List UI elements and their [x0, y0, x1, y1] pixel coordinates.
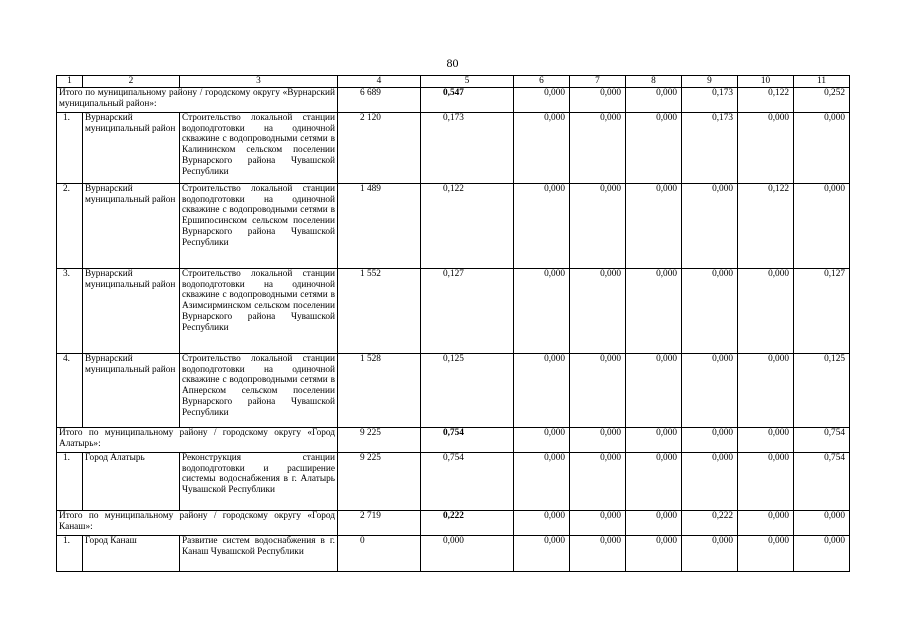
- value-cell: 0,000: [738, 113, 794, 184]
- value-cell: 0,000: [514, 453, 570, 511]
- total-value: 0,754: [794, 428, 850, 453]
- value-cell: 1 552: [338, 269, 421, 354]
- total-row: [57, 511, 850, 536]
- value-cell: 0,173: [682, 113, 738, 184]
- value-cell: 0,000: [682, 184, 738, 269]
- row-number: 1.: [57, 536, 83, 572]
- total-value: 0,000: [514, 428, 570, 453]
- value-cell: 0,000: [682, 269, 738, 354]
- municipality-cell: Вурнарский муниципальный район: [83, 113, 180, 184]
- column-number: 9: [682, 76, 738, 88]
- value-cell: 2 120: [338, 113, 421, 184]
- column-number: 2: [83, 76, 180, 88]
- project-cell: Реконструкция станции водоподготовки и расширение системы водоснабжения в г. Алатырь Чувашской Республики: [180, 453, 338, 511]
- total-row: [57, 428, 850, 453]
- column-number: 4: [338, 76, 421, 88]
- value-cell: 0,754: [794, 453, 850, 511]
- row-number: 1.: [57, 113, 83, 184]
- value-cell: 0,125: [794, 354, 850, 428]
- value-cell: 0,754: [421, 453, 514, 511]
- column-number: 10: [738, 76, 794, 88]
- value-cell: 0: [338, 536, 421, 572]
- project-cell: Строительство локальной станции водоподготовки на одиночной скважине с водопроводными сетями в Азимсирминском сельском поселении Вурнарского района Чувашской Республики: [180, 269, 338, 354]
- table-row: [57, 184, 850, 269]
- value-cell: 0,122: [421, 184, 514, 269]
- value-cell: 0,000: [570, 453, 626, 511]
- total-label: Итого по муниципальному району / городскому округу «Вурнарский муниципальный район»:: [57, 88, 338, 113]
- column-number: 7: [570, 76, 626, 88]
- value-cell: 0,000: [514, 269, 570, 354]
- row-number: 4.: [57, 354, 83, 428]
- table-row: [57, 113, 850, 184]
- value-cell: 0,000: [570, 269, 626, 354]
- row-number: 3.: [57, 269, 83, 354]
- value-cell: 0,000: [514, 113, 570, 184]
- total-value: 2 719: [338, 511, 421, 536]
- value-cell: 0,000: [626, 536, 682, 572]
- value-cell: 0,000: [682, 536, 738, 572]
- total-value: 0,252: [794, 88, 850, 113]
- value-cell: 0,127: [794, 269, 850, 354]
- value-cell: 0,000: [570, 536, 626, 572]
- municipality-cell: Вурнарский муниципальный район: [83, 184, 180, 269]
- total-label: Итого по муниципальному району / городскому округу «Город Канаш»:: [57, 511, 338, 536]
- municipality-cell: Вурнарский муниципальный район: [83, 354, 180, 428]
- value-cell: 0,000: [626, 113, 682, 184]
- total-value: 0,000: [570, 88, 626, 113]
- total-value: 0,000: [626, 88, 682, 113]
- table-row: [57, 453, 850, 511]
- value-cell: 1 489: [338, 184, 421, 269]
- column-number: 3: [180, 76, 338, 88]
- column-number: 5: [421, 76, 514, 88]
- value-cell: 0,000: [794, 184, 850, 269]
- table-row: [57, 269, 850, 354]
- value-cell: 0,000: [626, 354, 682, 428]
- total-value: 0,754: [421, 428, 514, 453]
- table-row: [57, 536, 850, 572]
- project-cell: Строительство локальной станции водоподготовки на одиночной скважине с водопроводными сетями в Калининском сельском поселении Вурнарского района Чувашской Республики: [180, 113, 338, 184]
- value-cell: 9 225: [338, 453, 421, 511]
- column-number: 6: [514, 76, 570, 88]
- value-cell: 0,000: [738, 453, 794, 511]
- page-number: 80: [446, 56, 459, 70]
- total-value: 6 689: [338, 88, 421, 113]
- value-cell: 0,000: [514, 184, 570, 269]
- total-value: 0,000: [514, 88, 570, 113]
- value-cell: 1 528: [338, 354, 421, 428]
- value-cell: 0,000: [682, 354, 738, 428]
- value-cell: 0,125: [421, 354, 514, 428]
- total-label: Итого по муниципальному району / городскому округу «Город Алатырь»:: [57, 428, 338, 453]
- budget-table: [56, 75, 850, 572]
- column-number-row: [57, 76, 850, 88]
- value-cell: 0,173: [421, 113, 514, 184]
- column-number: 1: [57, 76, 83, 88]
- row-number: 2.: [57, 184, 83, 269]
- value-cell: 0,000: [570, 113, 626, 184]
- value-cell: 0,000: [570, 184, 626, 269]
- value-cell: 0,000: [626, 453, 682, 511]
- total-value: 0,173: [682, 88, 738, 113]
- table-row: [57, 354, 850, 428]
- total-value: 0,000: [794, 511, 850, 536]
- total-value: 0,000: [682, 428, 738, 453]
- total-value: 9 225: [338, 428, 421, 453]
- value-cell: 0,000: [682, 453, 738, 511]
- value-cell: 0,122: [738, 184, 794, 269]
- total-value: 0,000: [570, 428, 626, 453]
- municipality-cell: Город Алатырь: [83, 453, 180, 511]
- value-cell: 0,000: [794, 113, 850, 184]
- value-cell: 0,127: [421, 269, 514, 354]
- total-value: 0,122: [738, 88, 794, 113]
- column-number: 11: [794, 76, 850, 88]
- total-value: 0,000: [626, 428, 682, 453]
- project-cell: Строительство локальной станции водоподготовки на одиночной скважине с водопроводными сетями в Ершипосинском сельском поселении Вурнарского района Чувашской Республики: [180, 184, 338, 269]
- total-value: 0,000: [738, 511, 794, 536]
- value-cell: 0,000: [738, 536, 794, 572]
- total-value: 0,000: [514, 511, 570, 536]
- row-number: 1.: [57, 453, 83, 511]
- municipality-cell: Город Канаш: [83, 536, 180, 572]
- total-value: 0,222: [421, 511, 514, 536]
- total-value: 0,000: [738, 428, 794, 453]
- total-value: 0,222: [682, 511, 738, 536]
- value-cell: 0,000: [570, 354, 626, 428]
- project-cell: Развитие систем водоснабжения в г. Канаш Чувашской Республики: [180, 536, 338, 572]
- value-cell: 0,000: [626, 184, 682, 269]
- value-cell: 0,000: [626, 269, 682, 354]
- value-cell: 0,000: [794, 536, 850, 572]
- value-cell: 0,000: [514, 536, 570, 572]
- project-cell: Строительство локальной станции водоподготовки на одиночной скважине с водопроводными сетями в Апнерском сельском поселении Вурнарского района Чувашской Республики: [180, 354, 338, 428]
- column-number: 8: [626, 76, 682, 88]
- value-cell: 0,000: [514, 354, 570, 428]
- total-value: 0,000: [570, 511, 626, 536]
- total-value: 0,000: [626, 511, 682, 536]
- value-cell: 0,000: [738, 354, 794, 428]
- total-row: [57, 88, 850, 113]
- municipality-cell: Вурнарский муниципальный район: [83, 269, 180, 354]
- total-value: 0,547: [421, 88, 514, 113]
- value-cell: 0,000: [738, 269, 794, 354]
- value-cell: 0,000: [421, 536, 514, 572]
